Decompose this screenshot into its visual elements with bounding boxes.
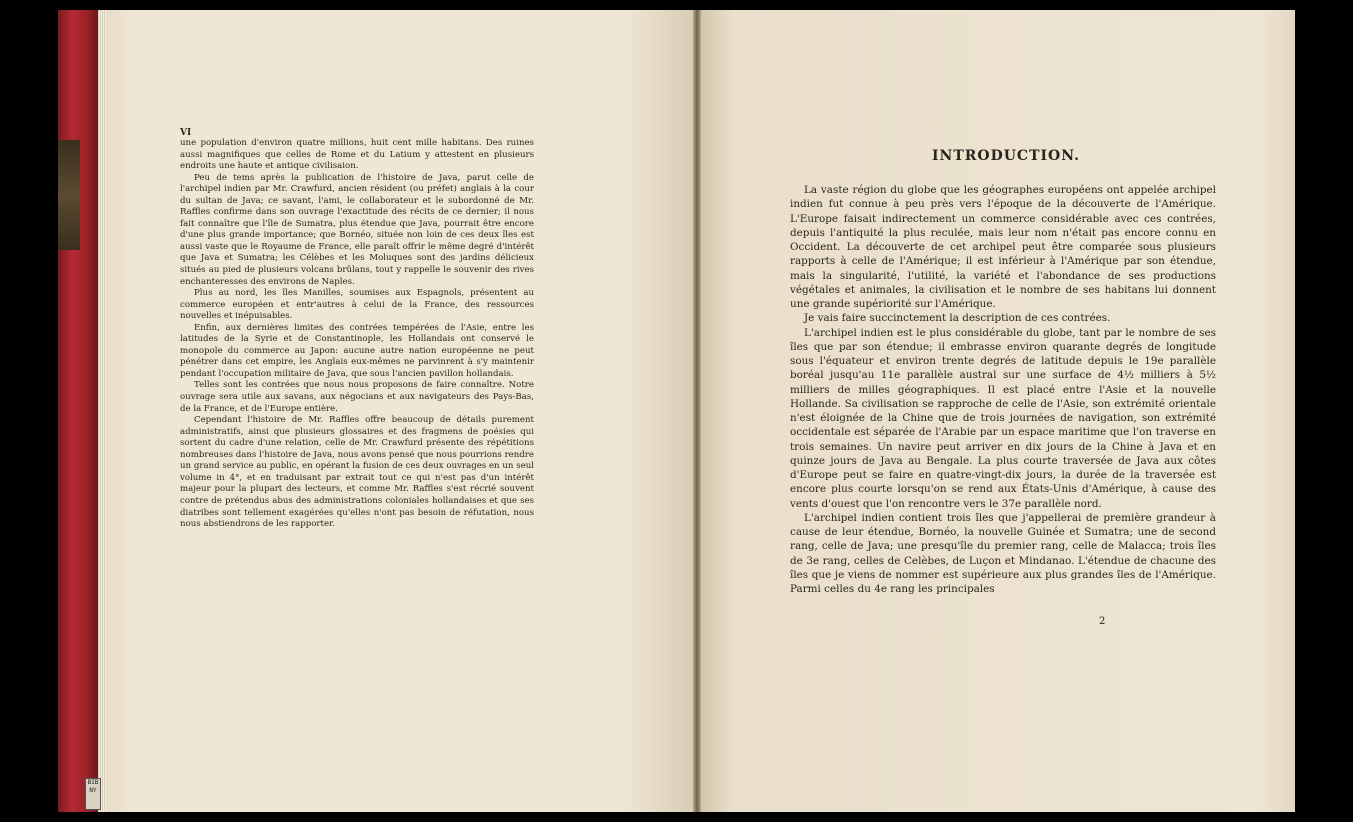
right-page xyxy=(697,10,1295,812)
paragraph: Plus au nord, les îles Manilles, soumises aux Espagnols, présentent au commerce européen et entr'autres à celui de la France, des ressources nouvelles et inépuisables. xyxy=(180,288,534,322)
paragraph: Telles sont les contrées que nous nous proposons de faire connaître. Notre ouvrage sera utile aux savans, aux négocians et aux navigateurs des Pays-Bas, de la France, et de l'Europe entière. xyxy=(180,380,534,414)
cover-worn-patch xyxy=(58,140,80,250)
paragraph: Je vais faire succinctement la description de ces contrées. xyxy=(804,312,1111,325)
paragraph: une population d'environ quatre millions, huit cent mille habitans. Des ruines aussi magnifiques que celles de Rome et du Latium y attestent en plusieurs endroits une haute et antique civilisaion. xyxy=(180,138,534,172)
right-page-text xyxy=(790,183,1216,596)
paragraph: Cependant l'histoire de Mr. Raffles offre beaucoup de détails purement administratifs, ainsi que plusieurs glossaires et des fragmens de poésies qui sortent du cadre d'une relation, celle de Mr. Crawfurd présente des répétitions nombreuses dans l'histoire de Java, nous avons pensé que nous pourrions rendre un grand service au public, en opérant la fusion de ces deux ouvrages en un seul volume in 4°, et en traduisant par extrait tout ce qui n'est pas d'un intérêt majeur pour la plupart des lecteurs, et comme Mr. Raffles s'est récrié souvent contre de prétendus abus des administrations coloniales hollandaises et que ses diatribes sont tellement exagérées qu'elles n'ont pas besoin de réfutation, nous nous abstiendrons de les rapporter. xyxy=(180,415,534,530)
book-cover-edge xyxy=(58,10,98,812)
paragraph: L'archipel indien est le plus considérable du globe, tant par le nombre de ses îles que par son étendue; il embrasse environ quarante degrés de longitude sous l'équateur et environ trente degrés de latitude depuis le 19e parallèle boréal jusqu'au 11e parallèle austral sur une surface de 4½ milliers à 5½ milliers de milles géographiques. Il est placé entre l'Asie et la nouvelle Hollande. Sa civilisation se rapproche de celle de l'Asie, son extrémité orientale n'est éloignée de la Chine que de trois journées de navigation, son extrémité occidentale est séparée de l'Arabie par un espace maritime que l'on traverse en trois semaines. Un navire peut arriver en dix jours de la Chine à Java et en quinze jours de Java au Bengale. La plus courte traversée de Java aux côtes d'Europe peut se faire en quatre-vingt-dix jours, la durée de la traversée est encore plus courte lorsqu'on se rend aux États-Unis d'Amérique, à cause des vents d'ouest que l'on rencontre vers le 37e parallèle nord. xyxy=(790,326,1216,510)
page-edges xyxy=(98,10,106,812)
library-label: BIB NY xyxy=(85,778,101,810)
paragraph: La vaste région du globe que les géographes européens ont appelée archipel indien fut connue à peu près vers l'époque de la découverte de l'Amérique. L'Europe faisait indirectement un commerce considérable avec ces contrées, depuis l'antiquité la plus reculée, mais leur nom n'était pas encore connu en Occident. La découverte de cet archipel peut être comparée sous plusieurs rapports à celle de l'Amérique; il est inférieur à l'Amérique par son étendue, mais la singularité, l'utilité, la variété et l'abondance de ses productions végétales et animales, la civilisation et le nombre de ses habitans lui donnent une grande supériorité sur l'Amérique. xyxy=(790,184,1216,310)
left-page-text xyxy=(180,138,534,531)
paragraph: L'archipel indien contient trois îles que j'appellerai de première grandeur à cause de leur étendue, Bornéo, la nouvelle Guinée et Sumatra; une de second rang, celle de Java; une presqu'île du premier rang, celle de Malacca; trois îles de 3e rang, celles de Celèbes, de Luçon et Mindanao. L'étendue de chacune des îles que je viens de nommer est supérieure aux plus grandes îles de l'Amérique. Parmi celles du 4e rang les principales xyxy=(790,511,1216,595)
book-gutter xyxy=(693,10,701,812)
signature-mark: 2 xyxy=(1099,616,1106,627)
paragraph: Peu de tems après la publication de l'histoire de Java, parut celle de l'archipel indien par Mr. Crawfurd, ancien résident (ou préfet) anglais à la cour du sultan de Java; ce savant, l'ami, le collaborateur et le subordonné de Mr. Raffles confirme dans son ouvrage l'exactitude des récits de ce dernier; il nous fait connaître que l'île de Sumatra, plus étendue que Java, pourrait être encore d'une plus grande importance; que Bornéo, située non loin de ces deux îles est aussi vaste que le Royaume de France, elle paraît offrir le même degré d'intérêt que Java et Sumatra; les Célèbes et les Moluques sont des jardins délicieux situés au pied de plusieurs volcans brûlans, tout y rappelle le souvenir des rives enchanteresses des environs de Naples. xyxy=(180,172,534,287)
page-number: VI xyxy=(180,128,192,138)
left-page xyxy=(98,10,695,812)
chapter-title: INTRODUCTION. xyxy=(931,148,1081,164)
paragraph: Enfin, aux dernières limites des contrées tempérées de l'Asie, entre les latitudes de la Syrie et de Constantinople, les Hollandais ont conservé le monopole du commerce au Japon: aucune autre nation européenne ne peut pénétrer dans cet empire, les Anglais eux-mêmes ne parvinrent à s'y maintenir pendant l'occupation militaire de Java, que sous l'ancien pavillon hollandais. xyxy=(180,322,534,379)
